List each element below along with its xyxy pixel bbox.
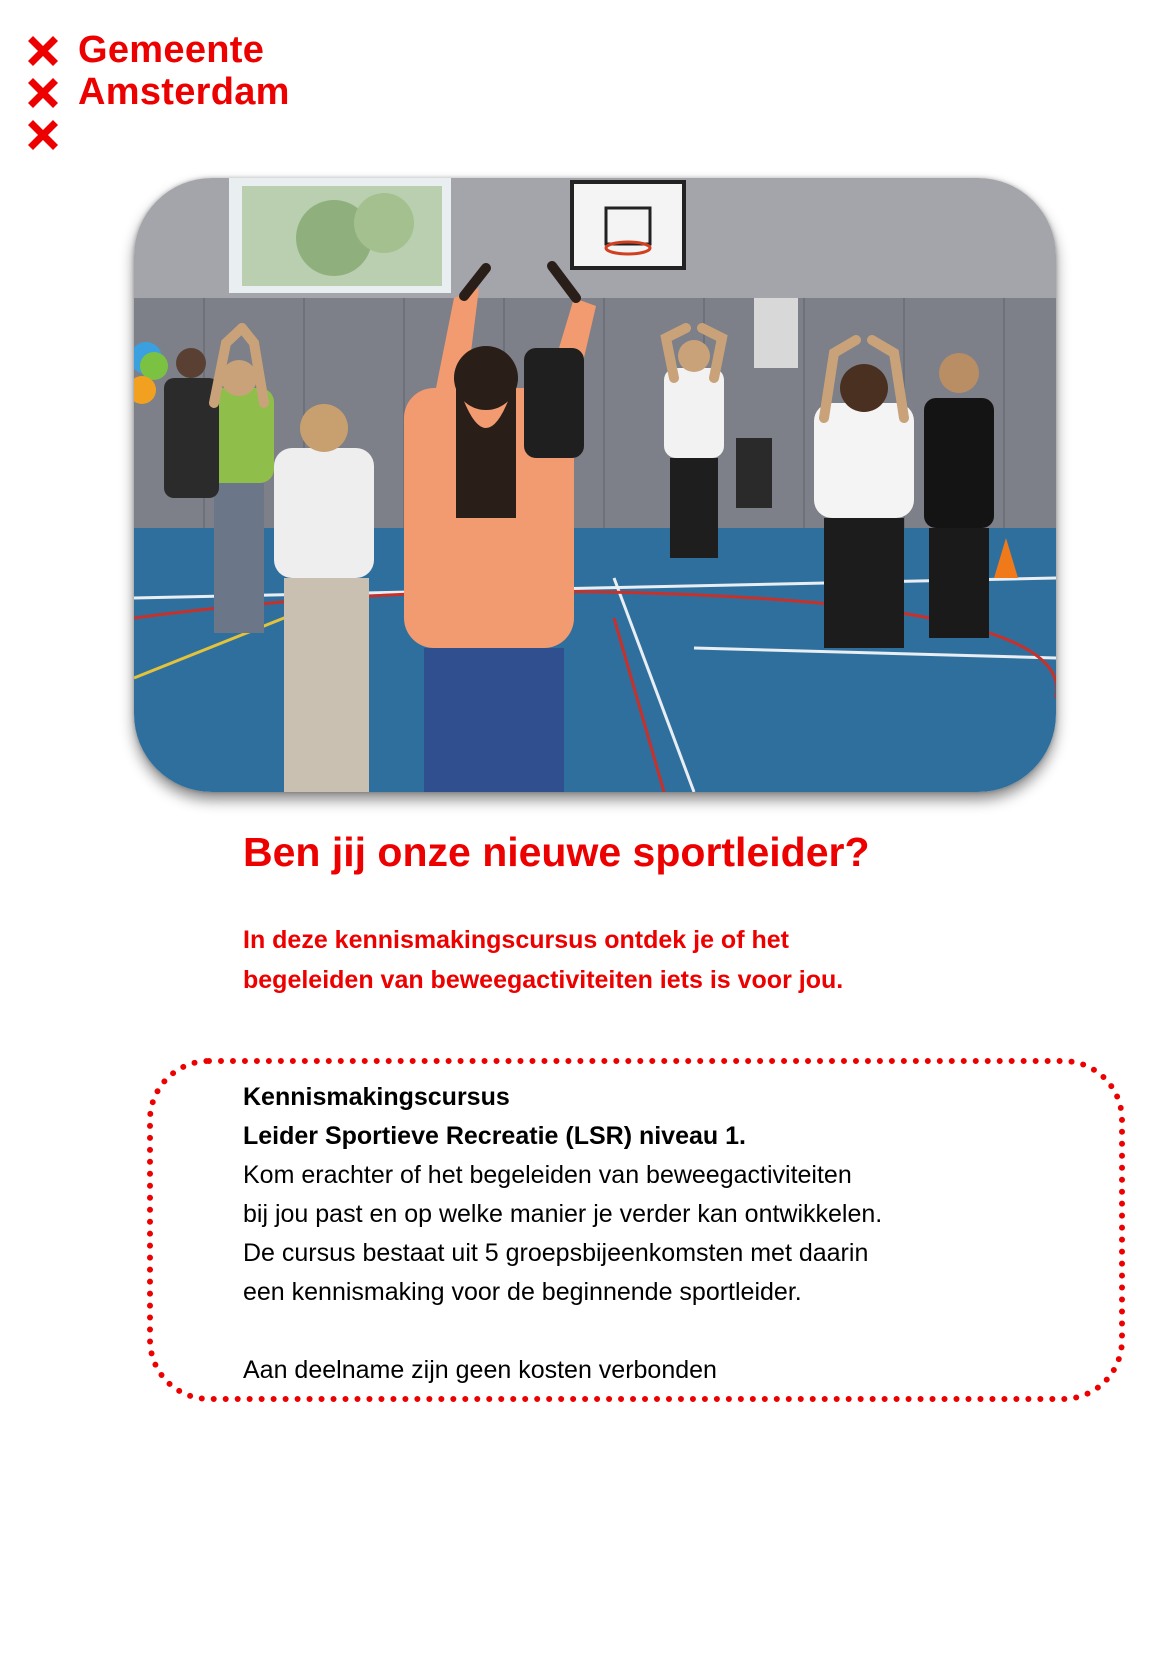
page-headline: Ben jij onze nieuwe sportleider? (243, 829, 870, 875)
x-cross-icon (24, 74, 62, 112)
course-description-line: De cursus bestaat uit 5 groepsbijeenkomsten met daarin (243, 1239, 869, 1267)
gemeente-amsterdam-logo (24, 30, 324, 160)
intro-line: begeleiden van beweegactiviteiten iets is voor jou. (243, 966, 844, 994)
course-description-line: bij jou past en op welke manier je verder kan ontwikkelen. (243, 1200, 883, 1228)
spacer (243, 1312, 1043, 1351)
course-description-line: Kom erachter of het begeleiden van beweegactiviteiten (243, 1161, 852, 1189)
intro-text (243, 920, 963, 1000)
sports-hall-photo (134, 178, 1056, 792)
course-title: Kennismakingscursus (243, 1083, 510, 1111)
course-description-line: een kennismaking voor de beginnende sportleider. (243, 1278, 802, 1306)
x-cross-icon (24, 32, 62, 70)
course-subtitle: Leider Sportieve Recreatie (LSR) niveau 1. (243, 1122, 746, 1150)
logo-line-amsterdam: Amsterdam (78, 71, 290, 113)
logo-line-gemeente: Gemeente (78, 29, 265, 71)
cost-note: Aan deelname zijn geen kosten verbonden (243, 1356, 717, 1384)
intro-line: In deze kennismakingscursus ontdek je of het (243, 926, 789, 954)
course-info (243, 1078, 1043, 1390)
x-cross-icon (24, 116, 62, 154)
